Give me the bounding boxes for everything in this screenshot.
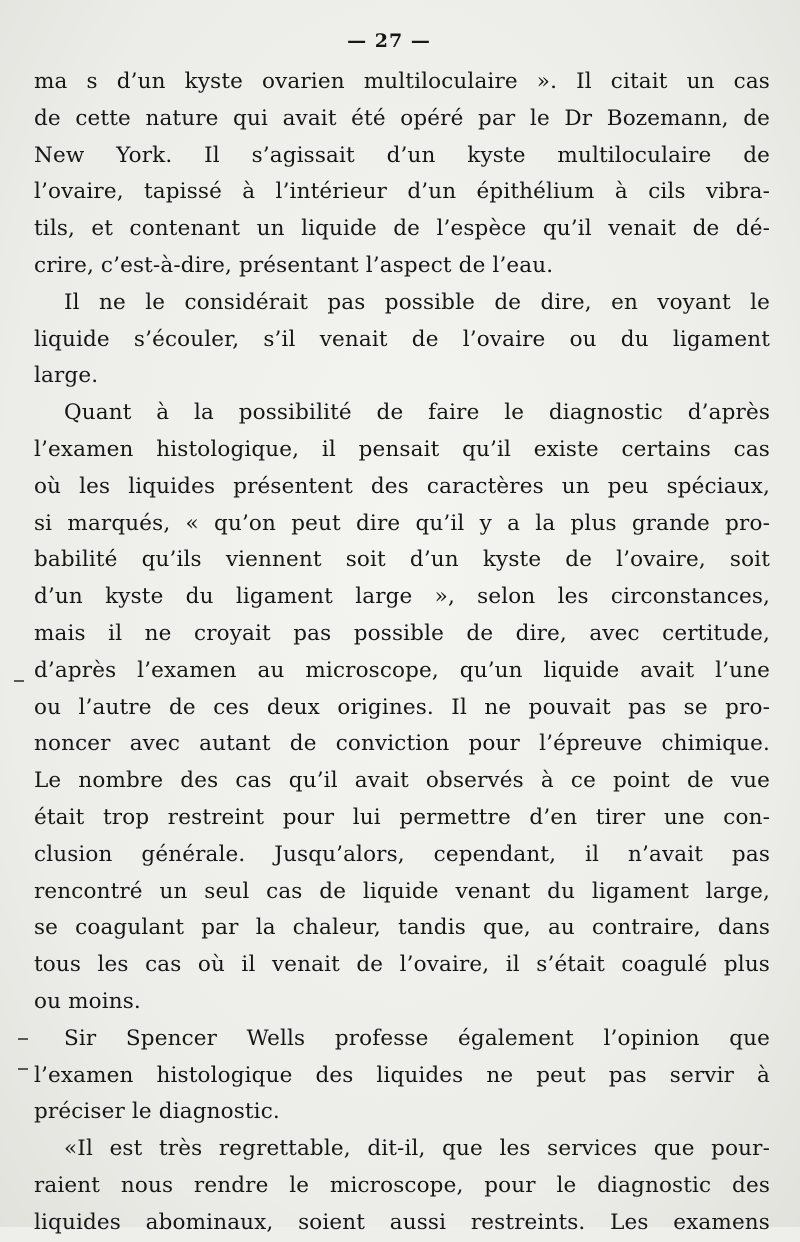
text-line: raient nous rendre le microscope, pour le diagnostic des (34, 1172, 770, 1198)
text-line: tils, et contenant un liquide de l’espèce qu’il venait de dé- (34, 216, 770, 242)
text-line: ou l’autre de ces deux origines. Il ne pouvait pas se pro- (34, 694, 770, 720)
text-line: l’examen histologique, il pensait qu’il existe certains cas (34, 436, 770, 462)
text-line: se coagulant par la chaleur, tandis que, au contraire, dans (34, 915, 770, 941)
text-line: liquide s’écouler, s’il venait de l’ovaire ou du ligament (34, 326, 770, 352)
text-line: rencontré un seul cas de liquide venant du ligament large, (34, 878, 770, 904)
page-number: — 27 — (347, 30, 431, 52)
text-line: tous les cas où il venait de l’ovaire, il s’était coagulé plus (34, 952, 770, 978)
text-line: Sir Spencer Wells professe également l’opinion que (64, 1025, 770, 1051)
text-line: large. (34, 363, 99, 389)
text-line: crire, c’est-à-dire, présentant l’aspect de l’eau. (34, 252, 554, 278)
text-line: préciser le diagnostic. (34, 1099, 280, 1125)
text-line: ou moins. (34, 988, 141, 1014)
text-line: de cette nature qui avait été opéré par le Dr Bozemann, de (34, 105, 770, 131)
text-line: l’ovaire, tapissé à l’intérieur d’un épithélium à cils vibra- (34, 179, 770, 205)
text-line: New York. Il s’agissait d’un kyste multiloculaire de (34, 142, 770, 168)
text-line: mais il ne croyait pas possible de dire, avec certitude, (34, 620, 770, 646)
text-line: si marqués, « qu’on peut dire qu’il y a la plus grande pro- (34, 510, 770, 536)
text-line: Le nombre des cas qu’il avait observés à ce point de vue (34, 768, 770, 794)
text-line: ma s d’un kyste ovarien multiloculaire ». Il citait un cas (34, 69, 770, 94)
text-line: où les liquides présentent des caractères un peu spéciaux, (34, 473, 770, 499)
text-line: Il ne le considérait pas possible de dire, en voyant le (64, 289, 770, 315)
text-line: noncer avec autant de conviction pour l’épreuve chimique. (34, 731, 770, 757)
text-line: babilité qu’ils viennent soit d’un kyste de l’ovaire, soit (34, 547, 770, 573)
text-line: «Il est très regrettable, dit-il, que les services que pour- (64, 1136, 770, 1162)
margin-mark (18, 1068, 28, 1070)
text-line: d’après l’examen au microscope, qu’un liquide avait l’une (34, 657, 770, 683)
body-text (34, 64, 770, 1242)
text-line: d’un kyste du ligament large », selon les circonstances, (34, 584, 770, 610)
margin-mark (14, 680, 24, 682)
margin-mark (18, 1038, 28, 1040)
text-line: liquides abominaux, soient aussi restreints. Les examens (34, 1209, 770, 1235)
text-line: l’examen histologique des liquides ne peut pas servir à (34, 1062, 770, 1088)
text-line: était trop restreint pour lui permettre d’en tirer une con- (34, 804, 770, 830)
text-line: Quant à la possibilité de faire le diagnostic d’après (64, 400, 770, 426)
text-line: clusion générale. Jusqu’alors, cependant, il n’avait pas (34, 841, 770, 867)
